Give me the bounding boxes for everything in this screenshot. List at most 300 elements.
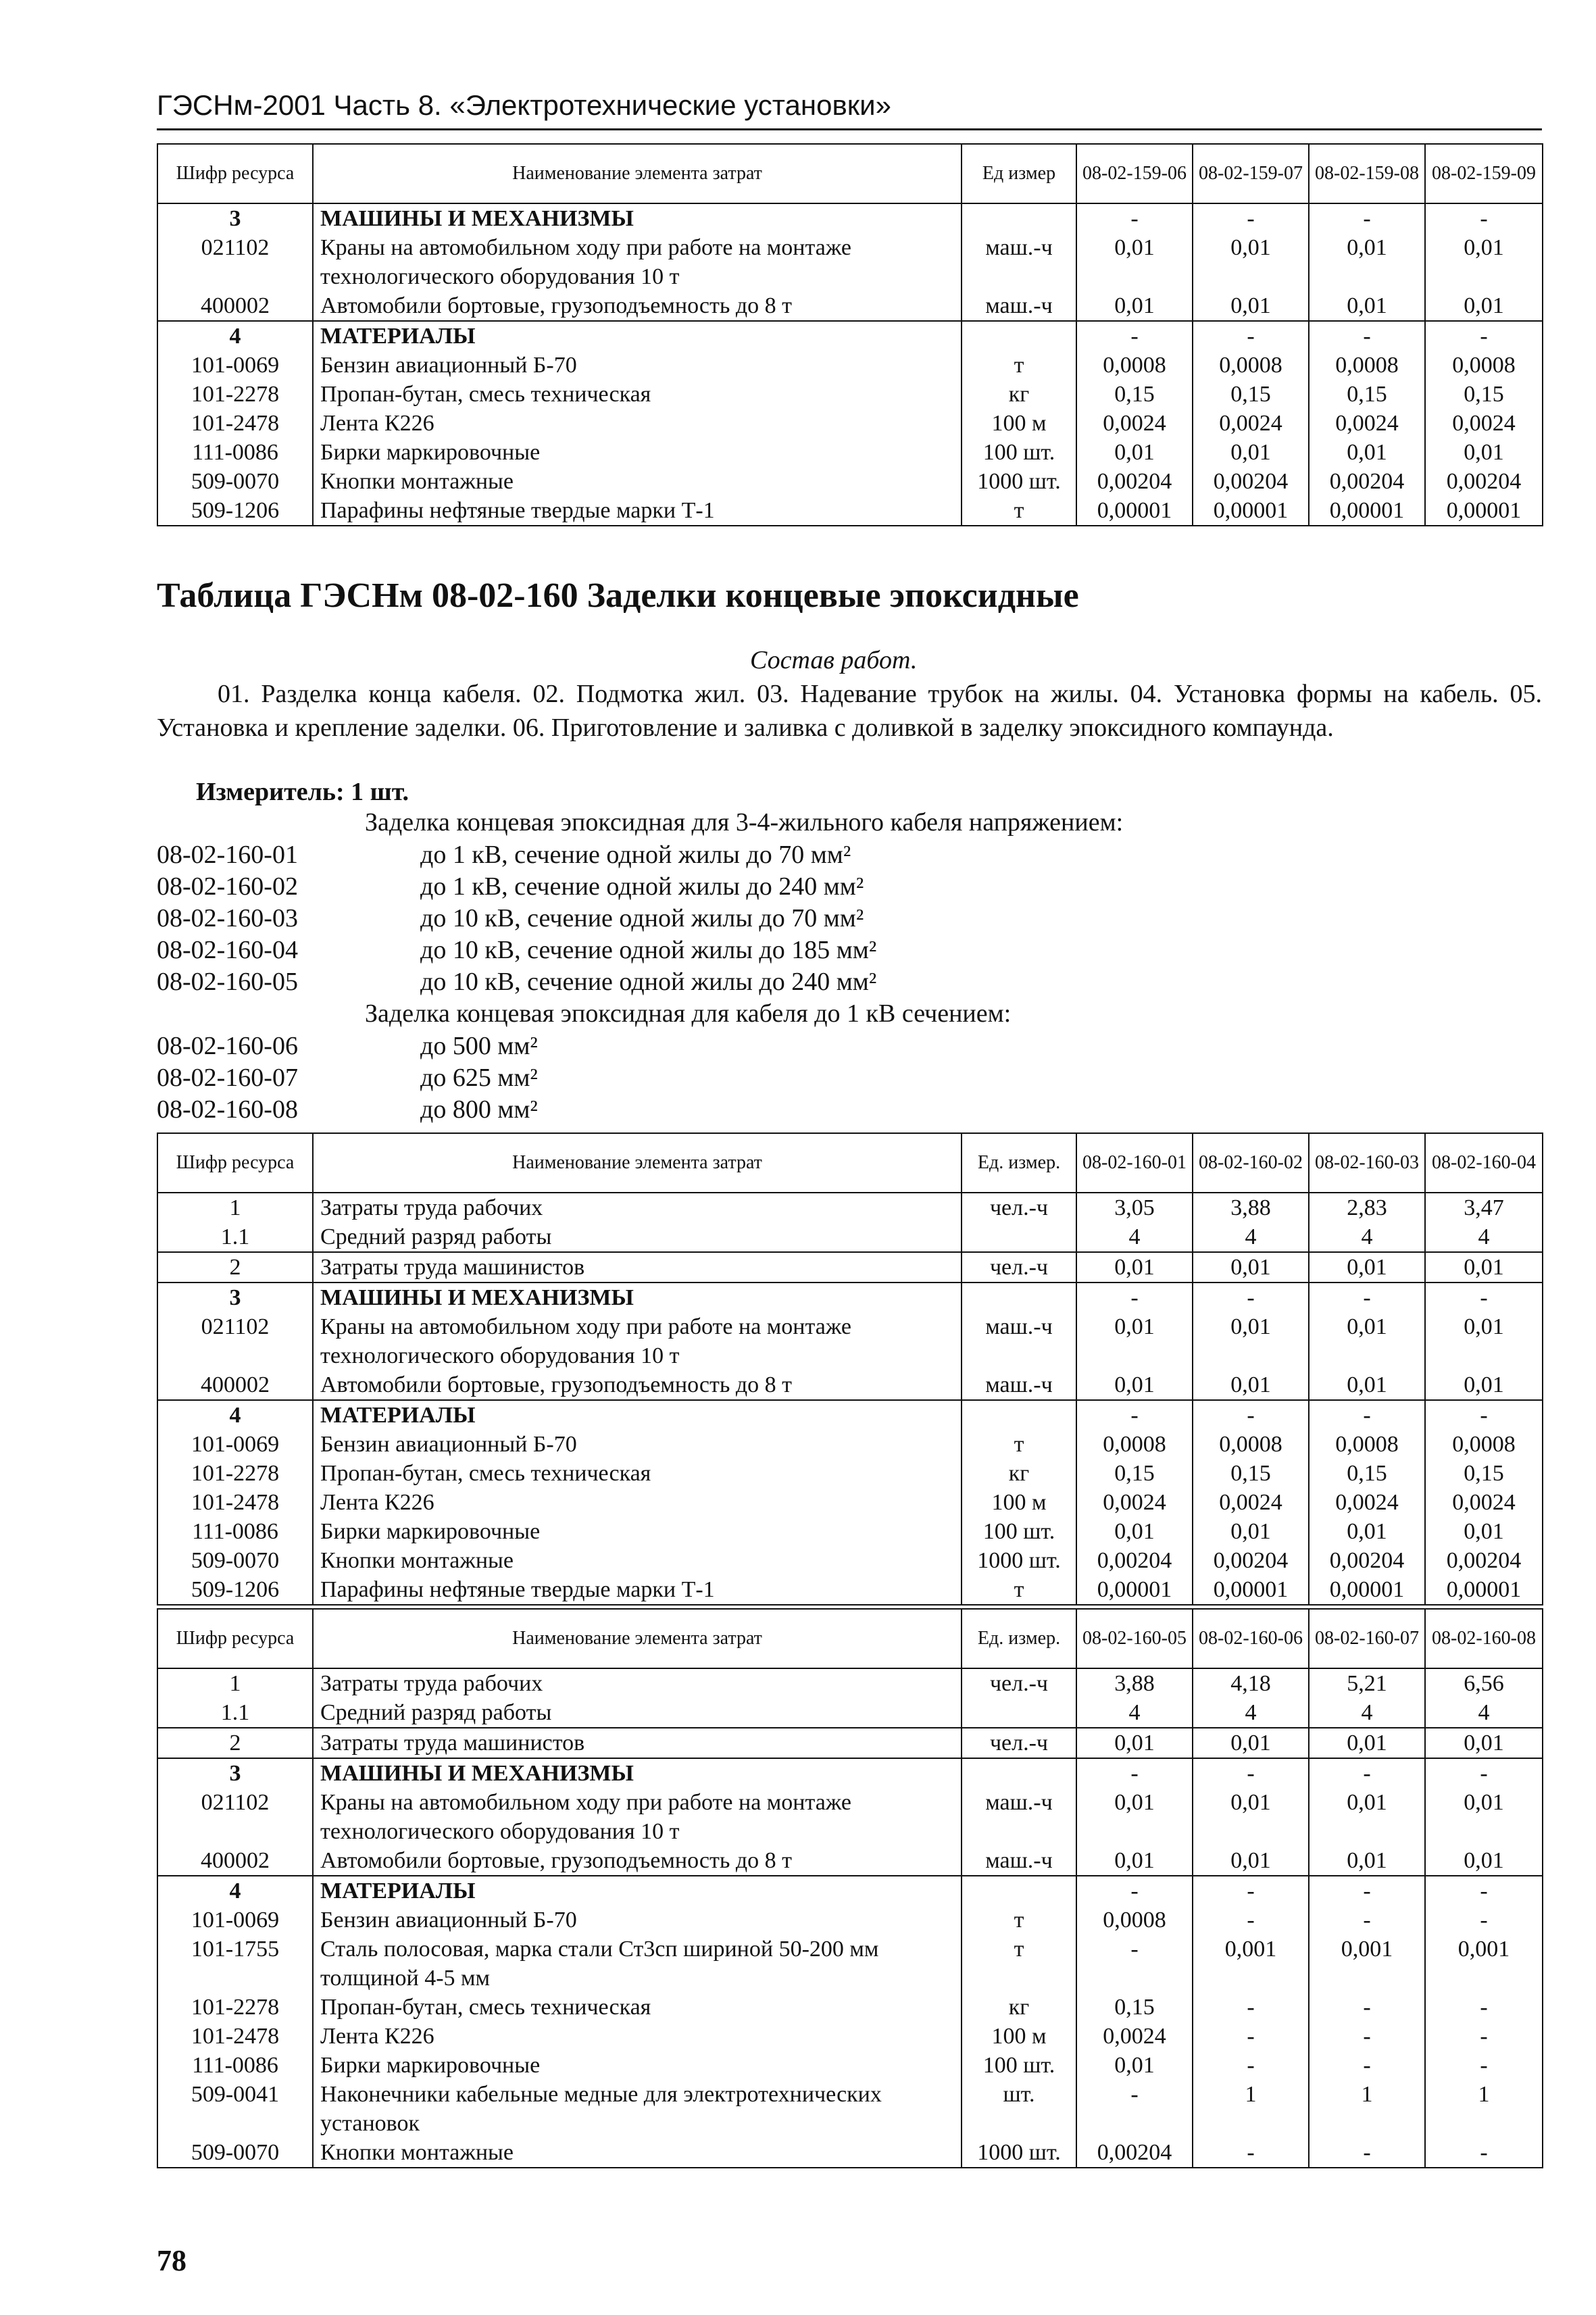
resource-name: Бирки маркировочные	[313, 2051, 962, 2080]
resource-unit	[962, 1758, 1076, 1788]
table-row	[157, 467, 1543, 496]
table-row	[157, 1846, 1543, 1876]
table-row	[157, 1668, 1543, 1698]
resource-code: 101-0069	[157, 1906, 313, 1935]
resource-name: Кнопки монтажные	[313, 467, 962, 496]
resource-value: 4	[1076, 1222, 1193, 1252]
resource-value: -	[1425, 1758, 1543, 1788]
resource-value: 0,01	[1076, 2051, 1193, 2080]
resource-value: 0,0008	[1193, 351, 1309, 380]
resource-value: -	[1309, 2138, 1425, 2168]
col-norm-header: 08-02-159-07	[1193, 144, 1309, 203]
table-row	[157, 291, 1543, 321]
col-unit-header: Ед. измер.	[962, 1609, 1076, 1668]
resource-unit: маш.-ч	[962, 233, 1076, 291]
resource-value: -	[1193, 1758, 1309, 1788]
resource-code: 3	[157, 1283, 313, 1312]
resource-value: 4	[1076, 1698, 1193, 1728]
resource-value: 4	[1425, 1698, 1543, 1728]
resource-value: 0,00001	[1309, 1575, 1425, 1605]
resource-name: Затраты труда рабочих	[313, 1668, 962, 1698]
col-norm-header: 08-02-160-05	[1076, 1609, 1193, 1668]
col-norm-header: 08-02-159-08	[1309, 144, 1425, 203]
table-body	[157, 1668, 1543, 2168]
table-row	[157, 1698, 1543, 1728]
resource-value: 0,15	[1076, 1459, 1193, 1488]
header-rule	[157, 128, 1542, 130]
resource-unit: т	[962, 1935, 1076, 1993]
table-title: Таблица ГЭСНм 08-02-160 Заделки концевые эпоксидные	[157, 576, 1079, 615]
col-name-header: Наименование элемента затрат	[313, 144, 962, 203]
resource-code: 2	[157, 1728, 313, 1758]
resource-unit	[962, 203, 1076, 233]
resource-value: 0,01	[1193, 1728, 1309, 1758]
resource-value: 4	[1425, 1222, 1543, 1252]
norm-code: 08-02-160-01	[157, 841, 298, 869]
resource-value: 3,05	[1076, 1193, 1193, 1222]
table-row	[157, 1517, 1543, 1546]
table-row	[157, 1728, 1543, 1758]
resource-value: 0,0008	[1076, 351, 1193, 380]
table-row	[157, 1252, 1543, 1283]
table-row	[157, 351, 1543, 380]
resource-name: Пропан-бутан, смесь техническая	[313, 380, 962, 409]
resource-value: -	[1309, 2022, 1425, 2051]
resource-unit: маш.-ч	[962, 1788, 1076, 1846]
resource-table-160-a	[157, 1132, 1543, 1605]
norm-description: до 800 мм²	[420, 1095, 538, 1124]
work-composition-label: Состав работ.	[750, 646, 918, 674]
resource-code: 1	[157, 1193, 313, 1222]
resource-value: 0,01	[1425, 1788, 1543, 1846]
resource-value: 0,00204	[1309, 467, 1425, 496]
col-norm-header: 08-02-160-03	[1309, 1133, 1425, 1193]
resource-value: -	[1425, 1400, 1543, 1430]
resource-value: 0,01	[1309, 1252, 1425, 1283]
resource-unit: чел.-ч	[962, 1728, 1076, 1758]
resource-unit: маш.-ч	[962, 1370, 1076, 1400]
resource-value: 0,00001	[1076, 1575, 1193, 1605]
resource-value: 0,0024	[1193, 1488, 1309, 1517]
col-code-header: Шифр ресурса	[157, 1133, 313, 1193]
table-row	[157, 1370, 1543, 1400]
resource-name: Автомобили бортовые, грузоподъемность до 8 т	[313, 1370, 962, 1400]
resource-value: -	[1076, 1400, 1193, 1430]
resource-unit	[962, 1400, 1076, 1430]
resource-value: -	[1076, 1283, 1193, 1312]
table-row	[157, 409, 1543, 438]
table-body	[157, 1193, 1543, 1605]
measurer: Измеритель: 1 шт.	[196, 778, 409, 806]
resource-code: 4	[157, 321, 313, 351]
resource-code: 101-2278	[157, 1459, 313, 1488]
resource-name: Пропан-бутан, смесь техническая	[313, 1993, 962, 2022]
resource-value: 0,01	[1309, 1517, 1425, 1546]
resource-code: 3	[157, 1758, 313, 1788]
resource-unit	[962, 321, 1076, 351]
resource-value: 0,01	[1309, 1312, 1425, 1370]
resource-name: Краны на автомобильном ходу при работе на монтаже технологического оборудования 10 т	[313, 1788, 962, 1846]
resource-value: 0,0024	[1076, 1488, 1193, 1517]
table-row	[157, 233, 1543, 291]
resource-value: -	[1193, 2138, 1309, 2168]
resource-code: 111-0086	[157, 438, 313, 467]
resource-value: 0,01	[1309, 291, 1425, 321]
resource-value: -	[1193, 1400, 1309, 1430]
resource-unit: 100 м	[962, 409, 1076, 438]
resource-unit: шт.	[962, 2080, 1076, 2138]
resource-code: 1.1	[157, 1698, 313, 1728]
resource-value: 0,01	[1425, 1517, 1543, 1546]
resource-value: -	[1193, 1906, 1309, 1935]
resource-code: 400002	[157, 1370, 313, 1400]
resource-value: 1	[1309, 2080, 1425, 2138]
resource-name: Краны на автомобильном ходу при работе на монтаже технологического оборудования 10 т	[313, 233, 962, 291]
resource-value: 0,01	[1425, 438, 1543, 467]
resource-unit	[962, 1222, 1076, 1252]
resource-unit: маш.-ч	[962, 1312, 1076, 1370]
resource-code: 4	[157, 1400, 313, 1430]
resource-value: 0,00204	[1309, 1546, 1425, 1575]
table-row	[157, 321, 1543, 351]
resource-value: 0,00001	[1193, 496, 1309, 526]
table-header-row	[157, 144, 1543, 203]
resource-value: 0,01	[1193, 1846, 1309, 1876]
resource-code: 101-0069	[157, 1430, 313, 1459]
resource-unit	[962, 1876, 1076, 1906]
resource-value: 5,21	[1309, 1668, 1425, 1698]
resource-name: Парафины нефтяные твердые марки Т-1	[313, 496, 962, 526]
col-norm-header: 08-02-160-01	[1076, 1133, 1193, 1193]
resource-value: 0,01	[1076, 438, 1193, 467]
table-row	[157, 1906, 1543, 1935]
resource-unit	[962, 1283, 1076, 1312]
resource-value: 2,83	[1309, 1193, 1425, 1222]
resource-name: Затраты труда машинистов	[313, 1252, 962, 1283]
resource-unit: 1000 шт.	[962, 467, 1076, 496]
resource-unit: т	[962, 496, 1076, 526]
resource-code: 101-0069	[157, 351, 313, 380]
resource-value: 0,00204	[1076, 2138, 1193, 2168]
resource-value: 0,0024	[1076, 2022, 1193, 2051]
resource-value: 0,01	[1193, 438, 1309, 467]
resource-value: 0,0024	[1076, 409, 1193, 438]
table-row	[157, 380, 1543, 409]
resource-value: 0,00204	[1193, 1546, 1309, 1575]
resource-value: 4	[1309, 1698, 1425, 1728]
resource-code: 101-2478	[157, 409, 313, 438]
table-row	[157, 1788, 1543, 1846]
resource-value: 6,56	[1425, 1668, 1543, 1698]
resource-value: 0,00001	[1309, 496, 1425, 526]
resource-value: 0,01	[1076, 1728, 1193, 1758]
resource-name: Средний разряд работы	[313, 1698, 962, 1728]
table-row	[157, 1283, 1543, 1312]
resource-value: 0,0024	[1309, 409, 1425, 438]
resource-value: 0,0008	[1309, 351, 1425, 380]
resource-code: 111-0086	[157, 2051, 313, 2080]
col-norm-header: 08-02-160-04	[1425, 1133, 1543, 1193]
table-body	[157, 203, 1543, 526]
resource-value: 0,001	[1425, 1935, 1543, 1993]
resource-code: 111-0086	[157, 1517, 313, 1546]
resource-unit: 100 м	[962, 1488, 1076, 1517]
resource-value: 0,0008	[1309, 1430, 1425, 1459]
table-row	[157, 1488, 1543, 1517]
work-composition-text: 01. Разделка конца кабеля. 02. Подмотка жил. 03. Надевание трубок на жилы. 04. Установка формы на кабель. 05. Установка и крепление заделки. 06. Приготовление и заливка с доливкой в заделку эпоксидного компаунда.	[157, 680, 1542, 742]
norm-description: до 1 кВ, сечение одной жилы до 240 мм²	[420, 872, 864, 901]
resource-table-160-b	[157, 1608, 1543, 2168]
resource-name: Бензин авиационный Б-70	[313, 1906, 962, 1935]
resource-value: -	[1425, 2138, 1543, 2168]
resource-value: -	[1309, 1283, 1425, 1312]
resource-name: Кнопки монтажные	[313, 2138, 962, 2168]
resource-name: Автомобили бортовые, грузоподъемность до 8 т	[313, 291, 962, 321]
resource-value: 0,01	[1076, 1788, 1193, 1846]
table-row	[157, 438, 1543, 467]
resource-name: МАТЕРИАЛЫ	[313, 321, 962, 351]
resource-value: 0,01	[1076, 1846, 1193, 1876]
resource-unit: 100 шт.	[962, 2051, 1076, 2080]
page-number: 78	[157, 2244, 186, 2277]
resource-code: 509-0070	[157, 467, 313, 496]
resource-unit: чел.-ч	[962, 1668, 1076, 1698]
resource-value: 0,01	[1076, 1252, 1193, 1283]
norm-code: 08-02-160-05	[157, 968, 298, 996]
resource-name: Бирки маркировочные	[313, 438, 962, 467]
resource-value: 3,88	[1193, 1193, 1309, 1222]
resource-value: -	[1425, 321, 1543, 351]
resource-code: 101-2478	[157, 1488, 313, 1517]
resource-value: -	[1425, 1283, 1543, 1312]
resource-value: -	[1076, 2080, 1193, 2138]
resource-value: 0,0024	[1425, 1488, 1543, 1517]
resource-value: 0,0024	[1309, 1488, 1425, 1517]
resource-value: 3,47	[1425, 1193, 1543, 1222]
resource-value: -	[1309, 1400, 1425, 1430]
norm-description: до 500 мм²	[420, 1032, 538, 1060]
resource-code: 021102	[157, 1788, 313, 1846]
resource-code: 509-0070	[157, 1546, 313, 1575]
resource-unit: 100 шт.	[962, 1517, 1076, 1546]
col-code-header: Шифр ресурса	[157, 1609, 313, 1668]
resource-name: Кнопки монтажные	[313, 1546, 962, 1575]
resource-unit: т	[962, 1430, 1076, 1459]
resource-code: 4	[157, 1876, 313, 1906]
resource-code: 509-0070	[157, 2138, 313, 2168]
resource-unit: т	[962, 351, 1076, 380]
resource-name: Бензин авиационный Б-70	[313, 1430, 962, 1459]
resource-value: 0,01	[1425, 1370, 1543, 1400]
resource-value: 0,01	[1193, 1252, 1309, 1283]
resource-value: -	[1193, 1283, 1309, 1312]
resource-code: 021102	[157, 233, 313, 291]
resource-code: 1	[157, 1668, 313, 1698]
resource-value: 0,01	[1425, 291, 1543, 321]
resource-name: Затраты труда машинистов	[313, 1728, 962, 1758]
resource-value: 0,01	[1193, 291, 1309, 321]
col-norm-header: 08-02-159-09	[1425, 144, 1543, 203]
resource-unit: 100 шт.	[962, 438, 1076, 467]
resource-value: -	[1076, 321, 1193, 351]
resource-value: 0,01	[1193, 1370, 1309, 1400]
resource-value: -	[1309, 1993, 1425, 2022]
resource-value: 0,01	[1193, 1312, 1309, 1370]
resource-unit: т	[962, 1906, 1076, 1935]
resource-value: -	[1193, 321, 1309, 351]
resource-unit: кг	[962, 380, 1076, 409]
resource-value: 0,15	[1309, 380, 1425, 409]
resource-value: 0,15	[1425, 1459, 1543, 1488]
norm-code: 08-02-160-06	[157, 1032, 298, 1060]
resource-name: МАТЕРИАЛЫ	[313, 1400, 962, 1430]
resource-unit: 1000 шт.	[962, 2138, 1076, 2168]
table-row	[157, 2080, 1543, 2138]
table-row	[157, 1312, 1543, 1370]
resource-value: 0,00204	[1425, 467, 1543, 496]
resource-value: 0,15	[1425, 380, 1543, 409]
resource-value: 1	[1425, 2080, 1543, 2138]
norm-code: 08-02-160-07	[157, 1064, 298, 1092]
norm-description: до 10 кВ, сечение одной жилы до 240 мм²	[420, 968, 877, 996]
resource-unit	[962, 1698, 1076, 1728]
resource-value: -	[1309, 1906, 1425, 1935]
resource-value: 4	[1309, 1222, 1425, 1252]
resource-value: -	[1076, 1758, 1193, 1788]
resource-value: 0,01	[1425, 233, 1543, 291]
resource-value: 3,88	[1076, 1668, 1193, 1698]
resource-name: Сталь полосовая, марка стали Ст3сп шириной 50-200 мм толщиной 4-5 мм	[313, 1935, 962, 1993]
resource-value: 0,01	[1076, 233, 1193, 291]
resource-table-159	[157, 143, 1543, 526]
table-row	[157, 1876, 1543, 1906]
resource-value: 0,01	[1309, 1846, 1425, 1876]
resource-code: 509-1206	[157, 496, 313, 526]
resource-value: 0,00204	[1076, 467, 1193, 496]
resource-value: -	[1076, 1876, 1193, 1906]
table-row	[157, 1222, 1543, 1252]
resource-name: МАШИНЫ И МЕХАНИЗМЫ	[313, 203, 962, 233]
resource-value: 0,01	[1193, 233, 1309, 291]
resource-value: 0,00001	[1076, 496, 1193, 526]
resource-value: 0,15	[1076, 1993, 1193, 2022]
resource-name: Лента К226	[313, 409, 962, 438]
resource-value: 4	[1193, 1698, 1309, 1728]
resource-code: 101-1755	[157, 1935, 313, 1993]
resource-value: -	[1193, 1876, 1309, 1906]
col-norm-header: 08-02-160-08	[1425, 1609, 1543, 1668]
table-row	[157, 1993, 1543, 2022]
resource-unit: кг	[962, 1459, 1076, 1488]
resource-value: 0,01	[1076, 1517, 1193, 1546]
resource-value: 0,00001	[1425, 1575, 1543, 1605]
resource-value: -	[1425, 1993, 1543, 2022]
resource-code: 3	[157, 203, 313, 233]
resource-name: Парафины нефтяные твердые марки Т-1	[313, 1575, 962, 1605]
resource-code: 509-1206	[157, 1575, 313, 1605]
resource-value: 4	[1193, 1222, 1309, 1252]
resource-value: 4,18	[1193, 1668, 1309, 1698]
resource-code: 509-0041	[157, 2080, 313, 2138]
table-row	[157, 2051, 1543, 2080]
resource-value: 0,01	[1309, 1788, 1425, 1846]
resource-unit: чел.-ч	[962, 1193, 1076, 1222]
resource-name: Лента К226	[313, 2022, 962, 2051]
resource-code: 101-2478	[157, 2022, 313, 2051]
resource-value: 0,01	[1309, 233, 1425, 291]
resource-name: Пропан-бутан, смесь техническая	[313, 1459, 962, 1488]
resource-name: МАШИНЫ И МЕХАНИЗМЫ	[313, 1283, 962, 1312]
norm-code: 08-02-160-04	[157, 936, 298, 964]
col-norm-header: 08-02-160-06	[1193, 1609, 1309, 1668]
resource-value: -	[1425, 203, 1543, 233]
resource-value: -	[1425, 1876, 1543, 1906]
resource-code: 101-2278	[157, 380, 313, 409]
resource-unit: чел.-ч	[962, 1252, 1076, 1283]
norm-code: 08-02-160-08	[157, 1095, 298, 1124]
col-norm-header: 08-02-159-06	[1076, 144, 1193, 203]
resource-value: -	[1193, 1993, 1309, 2022]
col-code-header: Шифр ресурса	[157, 144, 313, 203]
resource-value: -	[1425, 2051, 1543, 2080]
table-row	[157, 1758, 1543, 1788]
resource-unit: 100 м	[962, 2022, 1076, 2051]
resource-name: Краны на автомобильном ходу при работе на монтаже технологического оборудования 10 т	[313, 1312, 962, 1370]
resource-value: 0,01	[1425, 1312, 1543, 1370]
resource-value: 0,0008	[1076, 1430, 1193, 1459]
resource-value: 0,01	[1076, 1370, 1193, 1400]
resource-value: -	[1193, 2051, 1309, 2080]
resource-value: 1	[1193, 2080, 1309, 2138]
resource-value: 0,001	[1309, 1935, 1425, 1993]
resource-name: Бирки маркировочные	[313, 1517, 962, 1546]
resource-value: -	[1076, 1935, 1193, 1993]
norm-description: до 625 мм²	[420, 1064, 538, 1092]
resource-value: 0,00001	[1193, 1575, 1309, 1605]
col-name-header: Наименование элемента затрат	[313, 1133, 962, 1193]
table-header-row	[157, 1609, 1543, 1668]
norm-code: 08-02-160-02	[157, 872, 298, 901]
resource-value: 0,01	[1425, 1846, 1543, 1876]
norm-description: до 10 кВ, сечение одной жилы до 70 мм²	[420, 904, 864, 932]
resource-code: 400002	[157, 1846, 313, 1876]
resource-code: 101-2278	[157, 1993, 313, 2022]
resource-value: 0,00204	[1425, 1546, 1543, 1575]
resource-value: 0,01	[1425, 1728, 1543, 1758]
resource-value: 0,15	[1193, 1459, 1309, 1488]
resource-name: Наконечники кабельные медные для электротехнических установок	[313, 2080, 962, 2138]
norm-code: 08-02-160-03	[157, 904, 298, 932]
col-unit-header: Ед измер	[962, 144, 1076, 203]
table-row	[157, 2138, 1543, 2168]
resource-code: 2	[157, 1252, 313, 1283]
resource-unit: т	[962, 1575, 1076, 1605]
resource-unit: 1000 шт.	[962, 1546, 1076, 1575]
resource-name: Затраты труда рабочих	[313, 1193, 962, 1222]
resource-value: 0,01	[1193, 1788, 1309, 1846]
table-header-row	[157, 1133, 1543, 1193]
resource-value: 0,00204	[1193, 467, 1309, 496]
resource-value: 0,0008	[1193, 1430, 1309, 1459]
resource-value: 0,15	[1076, 380, 1193, 409]
resource-name: Автомобили бортовые, грузоподъемность до 8 т	[313, 1846, 962, 1876]
resource-value: -	[1193, 2022, 1309, 2051]
resource-value: 0,001	[1193, 1935, 1309, 1993]
resource-value: 0,01	[1076, 291, 1193, 321]
resource-value: -	[1425, 1906, 1543, 1935]
resource-value: 0,0024	[1425, 409, 1543, 438]
table-row	[157, 1430, 1543, 1459]
